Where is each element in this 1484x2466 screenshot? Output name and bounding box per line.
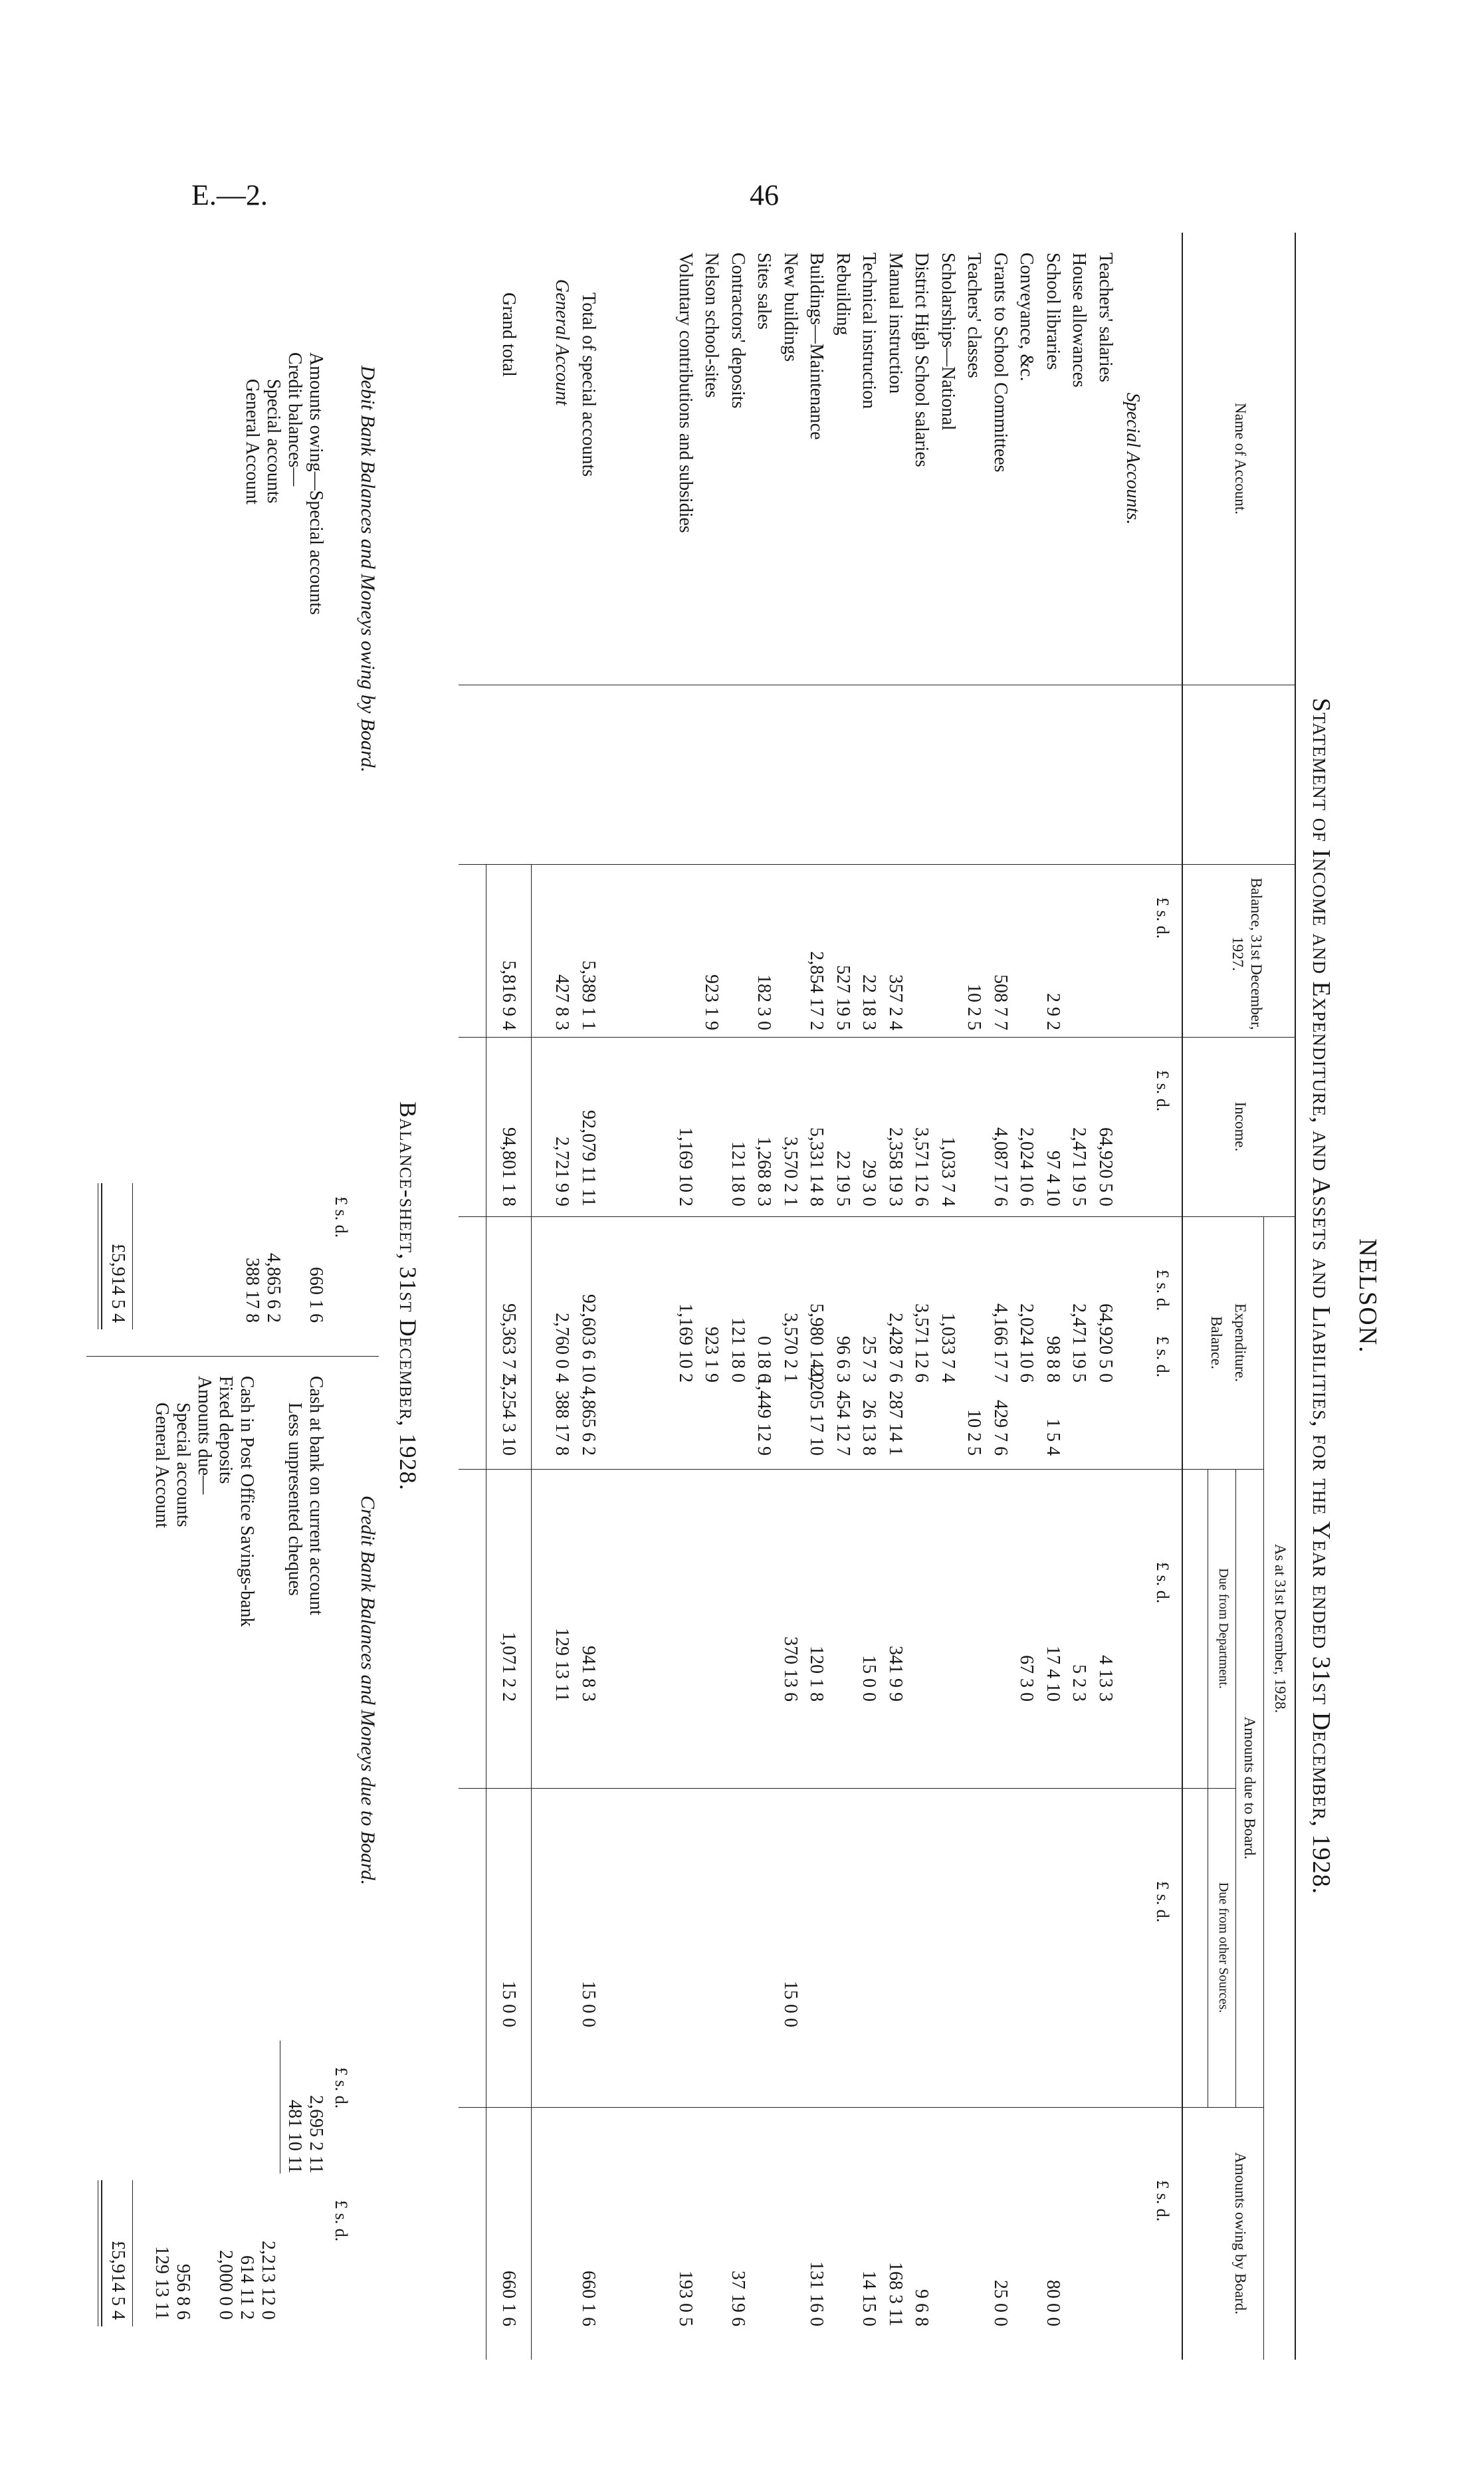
cell-income: 64,920 5 0 bbox=[1095, 1127, 1116, 1206]
credit-less-label: Less unpresented cheques bbox=[284, 1402, 305, 1596]
credit-special-amount: 956 8 6 bbox=[173, 2264, 193, 2320]
credit-total-rule bbox=[132, 2180, 133, 2326]
page-number: 46 bbox=[750, 179, 779, 211]
cell-balance: 429 7 6 bbox=[990, 1400, 1011, 1456]
table-row bbox=[498, 233, 518, 2360]
cell-owing: 80 0 0 bbox=[1043, 2280, 1063, 2326]
table-row bbox=[1043, 233, 1063, 2360]
credit-unit-2: £ s. d. bbox=[332, 2200, 351, 2242]
account-name: New buildings bbox=[780, 253, 801, 362]
col-header-due-dept: Due from Department. bbox=[1216, 1568, 1231, 1689]
cell-dept: 67 3 0 bbox=[1016, 1655, 1037, 1702]
cell-expenditure: 98 8 8 bbox=[1043, 1336, 1063, 1383]
credit-heading: Credit Bank Balances and Moneys due to Board. bbox=[357, 1496, 379, 1885]
account-name: School libraries bbox=[1043, 253, 1063, 370]
cell-dept: 370 13 6 bbox=[780, 1636, 801, 1702]
credit-post-amount: 614 11 2 bbox=[237, 2255, 257, 2320]
cell-income: 1,169 10 2 bbox=[675, 1127, 696, 1206]
col-header-due: Amounts due to Board. bbox=[1241, 1716, 1258, 1860]
cell-income: 1,033 7 4 bbox=[938, 1137, 958, 1206]
cell-balance: 287 14 1 bbox=[885, 1391, 906, 1456]
cell-bal1927: 5,816 9 4 bbox=[498, 960, 519, 1030]
account-name: Conveyance, &c. bbox=[1016, 253, 1037, 382]
cell-income: 97 4 10 bbox=[1043, 1151, 1063, 1206]
cell-balance: 10 2 5 bbox=[964, 1409, 984, 1456]
credit-total-double-rule bbox=[101, 2180, 102, 2326]
cell-income: 22 19 5 bbox=[833, 1151, 853, 1206]
table-row bbox=[1016, 233, 1036, 2360]
cell-owing: 9 6 8 bbox=[911, 2289, 932, 2326]
cell-owing: 660 1 6 bbox=[498, 2271, 519, 2326]
cell-expenditure: 2,471 19 5 bbox=[1069, 1303, 1089, 1383]
cell-bal1927: 427 8 3 bbox=[552, 974, 572, 1030]
cell-income: 29 3 0 bbox=[859, 1160, 879, 1206]
table-row bbox=[1069, 233, 1089, 2360]
table-row bbox=[780, 233, 800, 2360]
cell-bal1927: 22 18 3 bbox=[859, 974, 879, 1030]
credit-cash-label: Cash at bank on current account bbox=[306, 1376, 326, 1615]
cell-income: 1,268 8 3 bbox=[754, 1137, 774, 1206]
unit-due-other: £ s. d. bbox=[1153, 1881, 1172, 1923]
cell-income: 5,331 14 8 bbox=[806, 1127, 827, 1206]
table-row bbox=[833, 233, 853, 2360]
cell-income: 121 18 0 bbox=[728, 1141, 748, 1206]
cell-bal1927: 2 9 2 bbox=[1043, 993, 1063, 1030]
cell-income: 2,358 19 3 bbox=[885, 1127, 906, 1206]
credit-general-amount: 129 13 11 bbox=[152, 2246, 172, 2320]
cell-dept: 4 13 3 bbox=[1095, 1655, 1116, 1702]
credit-fixed-label: Fixed deposits bbox=[215, 1376, 236, 1484]
cell-balance: 454 12 7 bbox=[833, 1391, 853, 1456]
cell-income: 2,471 19 5 bbox=[1069, 1127, 1089, 1206]
cell-dept: 941 8 3 bbox=[578, 1646, 599, 1702]
balance-sheet-title: Balance-sheet, 31st December, 1928. bbox=[395, 1101, 421, 1491]
debit-general-amount: 388 17 8 bbox=[242, 1258, 263, 1323]
cell-expenditure: 4,166 17 7 bbox=[990, 1303, 1011, 1383]
cell-bal1927: 2,854 17 2 bbox=[806, 951, 827, 1030]
cell-expenditure: 96 6 3 bbox=[833, 1336, 853, 1383]
table-row bbox=[754, 233, 774, 2360]
cell-expenditure: 1,033 7 4 bbox=[938, 1313, 958, 1383]
cell-balance: 4,865 6 2 bbox=[578, 1386, 599, 1456]
cell-expenditure: 2,760 0 4 bbox=[552, 1313, 572, 1383]
account-name: Voluntary contributions and subsidies bbox=[675, 253, 696, 533]
cell-balance: 388 17 8 bbox=[552, 1391, 572, 1456]
table-row bbox=[938, 233, 958, 2360]
cell-expenditure: 3,571 12 6 bbox=[911, 1303, 932, 1383]
cell-expenditure: 64,920 5 0 bbox=[1095, 1303, 1116, 1383]
cell-dept: 15 0 0 bbox=[859, 1655, 879, 1702]
account-name: Total of special accounts bbox=[578, 292, 599, 477]
region-title: NELSON. bbox=[1354, 1238, 1382, 1354]
cell-owing: 37 19 6 bbox=[728, 2271, 748, 2326]
col-header-income: Income. bbox=[1232, 1101, 1249, 1152]
credit-general-label: General Account bbox=[152, 1402, 172, 1528]
cell-income: 2,024 10 6 bbox=[1016, 1127, 1037, 1206]
debit-special-amount: 4,865 6 2 bbox=[263, 1253, 284, 1323]
cell-expenditure: 2,428 7 6 bbox=[885, 1313, 906, 1383]
cell-expenditure: 923 1 9 bbox=[701, 1327, 722, 1383]
account-name: General Account bbox=[552, 279, 572, 405]
debit-total: £5,914 5 4 bbox=[108, 1244, 128, 1323]
cell-expenditure: 25 7 3 bbox=[859, 1336, 879, 1383]
cell-other: 15 0 0 bbox=[780, 1981, 801, 2027]
cell-income: 94,801 1 8 bbox=[498, 1127, 519, 1206]
cell-income: 2,721 9 9 bbox=[552, 1137, 572, 1206]
table-row bbox=[728, 233, 748, 2360]
credit-post-label: Cash in Post Office Savings-bank bbox=[237, 1376, 257, 1627]
table-row bbox=[578, 233, 598, 2360]
account-name: Grand total bbox=[498, 292, 519, 377]
cell-other: 15 0 0 bbox=[498, 1981, 519, 2027]
credit-less-amount: 481 10 11 bbox=[284, 2100, 305, 2174]
cell-balance: 5,254 3 10 bbox=[498, 1377, 519, 1456]
account-name: Teachers' salaries bbox=[1095, 253, 1116, 383]
account-name: Sites sales bbox=[754, 253, 774, 330]
col-header-name: Name of Account. bbox=[1232, 403, 1249, 514]
col-header-expenditure: Expenditure. bbox=[1232, 1303, 1249, 1383]
cell-dept: 120 1 8 bbox=[806, 1646, 827, 1702]
credit-special-label: Special accounts bbox=[173, 1402, 193, 1527]
table-row bbox=[701, 233, 721, 2360]
cell-bal1927: 357 2 4 bbox=[885, 974, 906, 1030]
unit-due-dept: £ s. d. bbox=[1153, 1562, 1172, 1604]
cell-bal1927: 508 7 7 bbox=[990, 974, 1011, 1030]
cell-owing: 193 0 5 bbox=[675, 2271, 696, 2326]
cell-expenditure: 5,980 14 0 bbox=[806, 1303, 827, 1383]
debit-credit-label: Credit balances— bbox=[284, 352, 305, 487]
debit-unit: £ s. d. bbox=[332, 1196, 351, 1238]
cell-owing: 660 1 6 bbox=[578, 2271, 599, 2326]
cell-owing: 14 15 0 bbox=[859, 2271, 879, 2326]
cell-other: 15 0 0 bbox=[578, 1981, 599, 2027]
page-id: E.—2. bbox=[191, 179, 268, 211]
account-name: Scholarships—National bbox=[938, 253, 958, 431]
debit-heading: Debit Bank Balances and Moneys owing by Board. bbox=[357, 366, 379, 773]
cell-balance: 1 5 4 bbox=[1043, 1418, 1063, 1456]
account-name: District High School salaries bbox=[911, 253, 932, 467]
cell-income: 3,570 2 1 bbox=[780, 1137, 801, 1206]
cell-income: 4,087 17 6 bbox=[990, 1127, 1011, 1206]
table-row bbox=[964, 233, 984, 2360]
credit-total: £5,914 5 4 bbox=[108, 2241, 128, 2320]
cell-expenditure: 1,169 10 2 bbox=[675, 1303, 696, 1383]
account-name: Buildings—Maintenance bbox=[806, 253, 827, 440]
cell-owing: 168 3 11 bbox=[885, 2262, 906, 2326]
cell-owing: 131 16 0 bbox=[806, 2261, 827, 2326]
cell-income: 92,079 11 11 bbox=[578, 1110, 599, 1206]
cell-expenditure: 95,363 7 2 bbox=[498, 1303, 519, 1383]
cell-bal1927: 923 1 9 bbox=[701, 974, 722, 1030]
unit-expenditure: £ s. d. bbox=[1153, 1270, 1172, 1311]
cell-bal1927: 10 2 5 bbox=[964, 984, 984, 1030]
table-row bbox=[806, 233, 826, 2360]
credit-fixed-amount: 2,000 0 0 bbox=[215, 2250, 236, 2320]
col-header-owing: Amounts owing by Board. bbox=[1232, 2152, 1249, 2315]
unit-balance: £ s. d. bbox=[1153, 1336, 1172, 1378]
account-name: Grants to School Committees bbox=[990, 253, 1011, 473]
unit-income: £ s. d. bbox=[1153, 1070, 1172, 1112]
special-accounts-heading: Special Accounts. bbox=[1122, 392, 1143, 525]
debit-total-double-rule bbox=[101, 1183, 102, 1329]
table-top-rule bbox=[1295, 233, 1296, 2360]
cell-balance: 26 13 8 bbox=[859, 1400, 879, 1456]
cell-balance: 2,205 17 10 bbox=[806, 1367, 827, 1456]
cell-expenditure: 92,603 6 10 bbox=[578, 1294, 599, 1383]
col-header-balance: Balance. bbox=[1208, 1316, 1225, 1369]
table-row bbox=[885, 233, 905, 2360]
total-rule-1 bbox=[531, 864, 532, 2360]
cell-bal1927: 5,389 1 1 bbox=[578, 960, 599, 1030]
balance-sheet-divider bbox=[86, 1356, 379, 1357]
account-name: Contractors' deposits bbox=[728, 253, 748, 409]
asat-rule bbox=[1263, 1216, 1264, 2360]
debit-total-rule bbox=[132, 1183, 133, 1329]
cell-income: 3,571 12 6 bbox=[911, 1127, 932, 1206]
cell-expenditure: 3,570 2 1 bbox=[780, 1313, 801, 1383]
debit-owing-amount: 660 1 6 bbox=[306, 1267, 326, 1323]
account-name: House allowances bbox=[1069, 253, 1089, 388]
cell-dept: 17 4 10 bbox=[1043, 1646, 1063, 1702]
credit-unit-1: £ s. d. bbox=[332, 2067, 351, 2109]
credit-due-label: Amounts due— bbox=[194, 1376, 215, 1495]
debit-general-label: General Account bbox=[242, 379, 263, 504]
table-row bbox=[990, 233, 1010, 2360]
cell-dept: 1,071 2 2 bbox=[498, 1632, 519, 1702]
account-name: Manual instruction bbox=[885, 253, 906, 394]
account-name: Technical instruction bbox=[859, 253, 879, 409]
account-name: Rebuilding bbox=[833, 253, 853, 336]
table-row bbox=[1095, 233, 1115, 2360]
table-row bbox=[552, 233, 572, 2360]
cell-expenditure: 0 18 6 bbox=[754, 1336, 774, 1383]
cell-owing: 25 0 0 bbox=[990, 2280, 1011, 2326]
account-name: Teachers' classes bbox=[964, 253, 984, 378]
unit-bal1927: £ s. d. bbox=[1153, 897, 1172, 939]
cell-dept: 129 13 11 bbox=[552, 1628, 572, 1702]
credit-cash-amount: 2,695 2 11 bbox=[306, 2095, 326, 2174]
cell-bal1927: 182 3 0 bbox=[754, 974, 774, 1030]
header-bottom-rule bbox=[1182, 233, 1183, 2360]
statement-title: Statement of Income and Expenditure, and Assets and Liabilities, for the Year ended 31st December, 1928. bbox=[1307, 697, 1335, 1895]
col-header-bal1927: Balance, 31st December, 1927. bbox=[1229, 877, 1265, 1030]
cell-balance: 1,449 12 9 bbox=[754, 1377, 774, 1456]
credit-net-amount: 2,213 12 0 bbox=[258, 2241, 278, 2320]
cell-dept: 341 9 9 bbox=[885, 1646, 906, 1702]
debit-special-label: Special accounts bbox=[263, 379, 284, 504]
col-header-asat: As at 31st December, 1928. bbox=[1272, 1543, 1289, 1714]
table-row bbox=[859, 233, 879, 2360]
account-name: Nelson school-sites bbox=[701, 253, 722, 398]
table-row bbox=[911, 233, 931, 2360]
cell-bal1927: 527 19 5 bbox=[833, 965, 853, 1030]
cell-expenditure: 121 18 0 bbox=[728, 1317, 748, 1383]
cell-dept: 5 2 3 bbox=[1069, 1664, 1089, 1702]
cell-expenditure: 2,024 10 6 bbox=[1016, 1303, 1037, 1383]
rotated-page bbox=[27, 233, 1382, 2360]
table-row bbox=[675, 233, 695, 2360]
unit-owing: £ s. d. bbox=[1153, 2180, 1172, 2222]
debit-owing-label: Amounts owing—Special accounts bbox=[306, 352, 326, 616]
col-header-due-other: Due from other Sources. bbox=[1216, 1882, 1231, 2013]
